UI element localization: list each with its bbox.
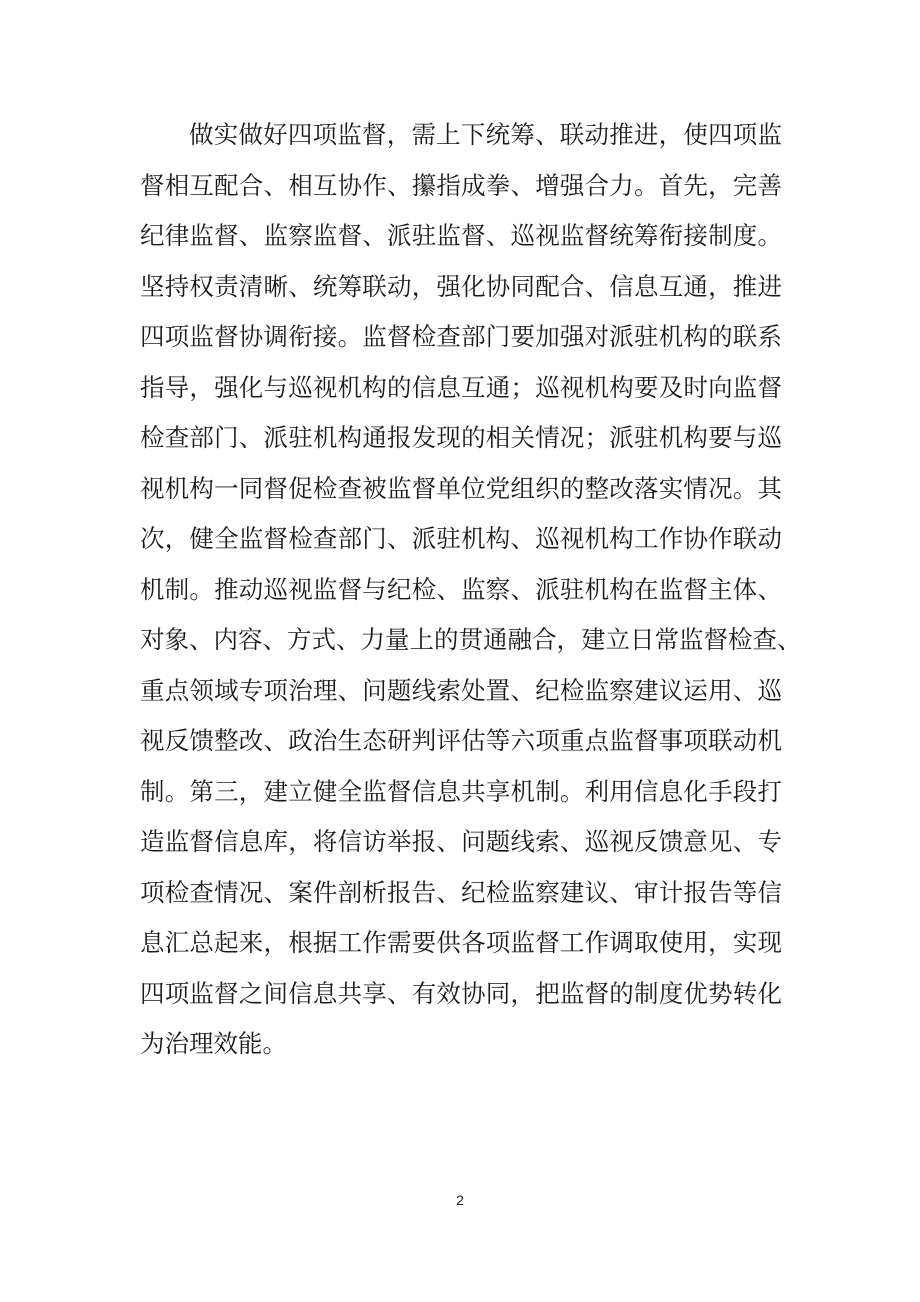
paragraph-line: 视反馈整改、政治生态研判评估等六项重点监督事项联动机 [140,726,782,755]
page-number: 2 [456,1192,464,1208]
paragraph-line: 息汇总起来，根据工作需要供各项监督工作调取使用，实现 [140,928,782,957]
paragraph-line: 检查部门、派驻机构通报发现的相关情况；派驻机构要与巡 [140,423,782,452]
paragraph-line: 指导，强化与巡视机构的信息互通；巡视机构要及时向监督 [140,372,782,402]
paragraph-line: 督相互配合、相互协作、攥指成拳、增强合力。首先，完善 [140,170,782,200]
paragraph-line: 做实做好四项监督，需上下统筹、联动推进，使四项监 [189,120,782,149]
paragraph-line: 造监督信息库，将信访举报、问题线索、巡视反馈意见、专 [140,827,782,856]
paragraph-line: 重点领域专项治理、问题线索处置、纪检监察建议运用、巡 [140,675,782,705]
paragraph-line: 四项监督协调衔接。监督检查部门要加强对派驻机构的联系 [140,322,782,351]
paragraph-line: 次，健全监督检查部门、派驻机构、巡视机构工作协作联动 [140,524,782,553]
paragraph-line: 机制。推动巡视监督与纪检、监察、派驻机构在监督主体、 [140,574,782,604]
paragraph-line: 为治理效能。 [140,1029,287,1058]
paragraph-line: 制。第三，建立健全监督信息共享机制。利用信息化手段打 [140,776,782,806]
body-paragraph [140,110,802,1070]
paragraph-line: 坚持权责清晰、统筹联动，强化协同配合、信息互通，推进 [140,271,782,301]
paragraph-line: 四项监督之间信息共享、有效协同，把监督的制度优势转化 [140,978,782,1008]
paragraph-line: 视机构一同督促检查被监督单位党组织的整改落实情况。其 [140,473,782,503]
paragraph-line: 对象、内容、方式、力量上的贯通融合，建立日常监督检查、 [140,625,802,654]
paragraph-line: 纪律监督、监察监督、派驻监督、巡视监督统筹衔接制度。 [140,221,782,250]
paragraph-line: 项检查情况、案件剖析报告、纪检监察建议、审计报告等信 [140,877,782,907]
